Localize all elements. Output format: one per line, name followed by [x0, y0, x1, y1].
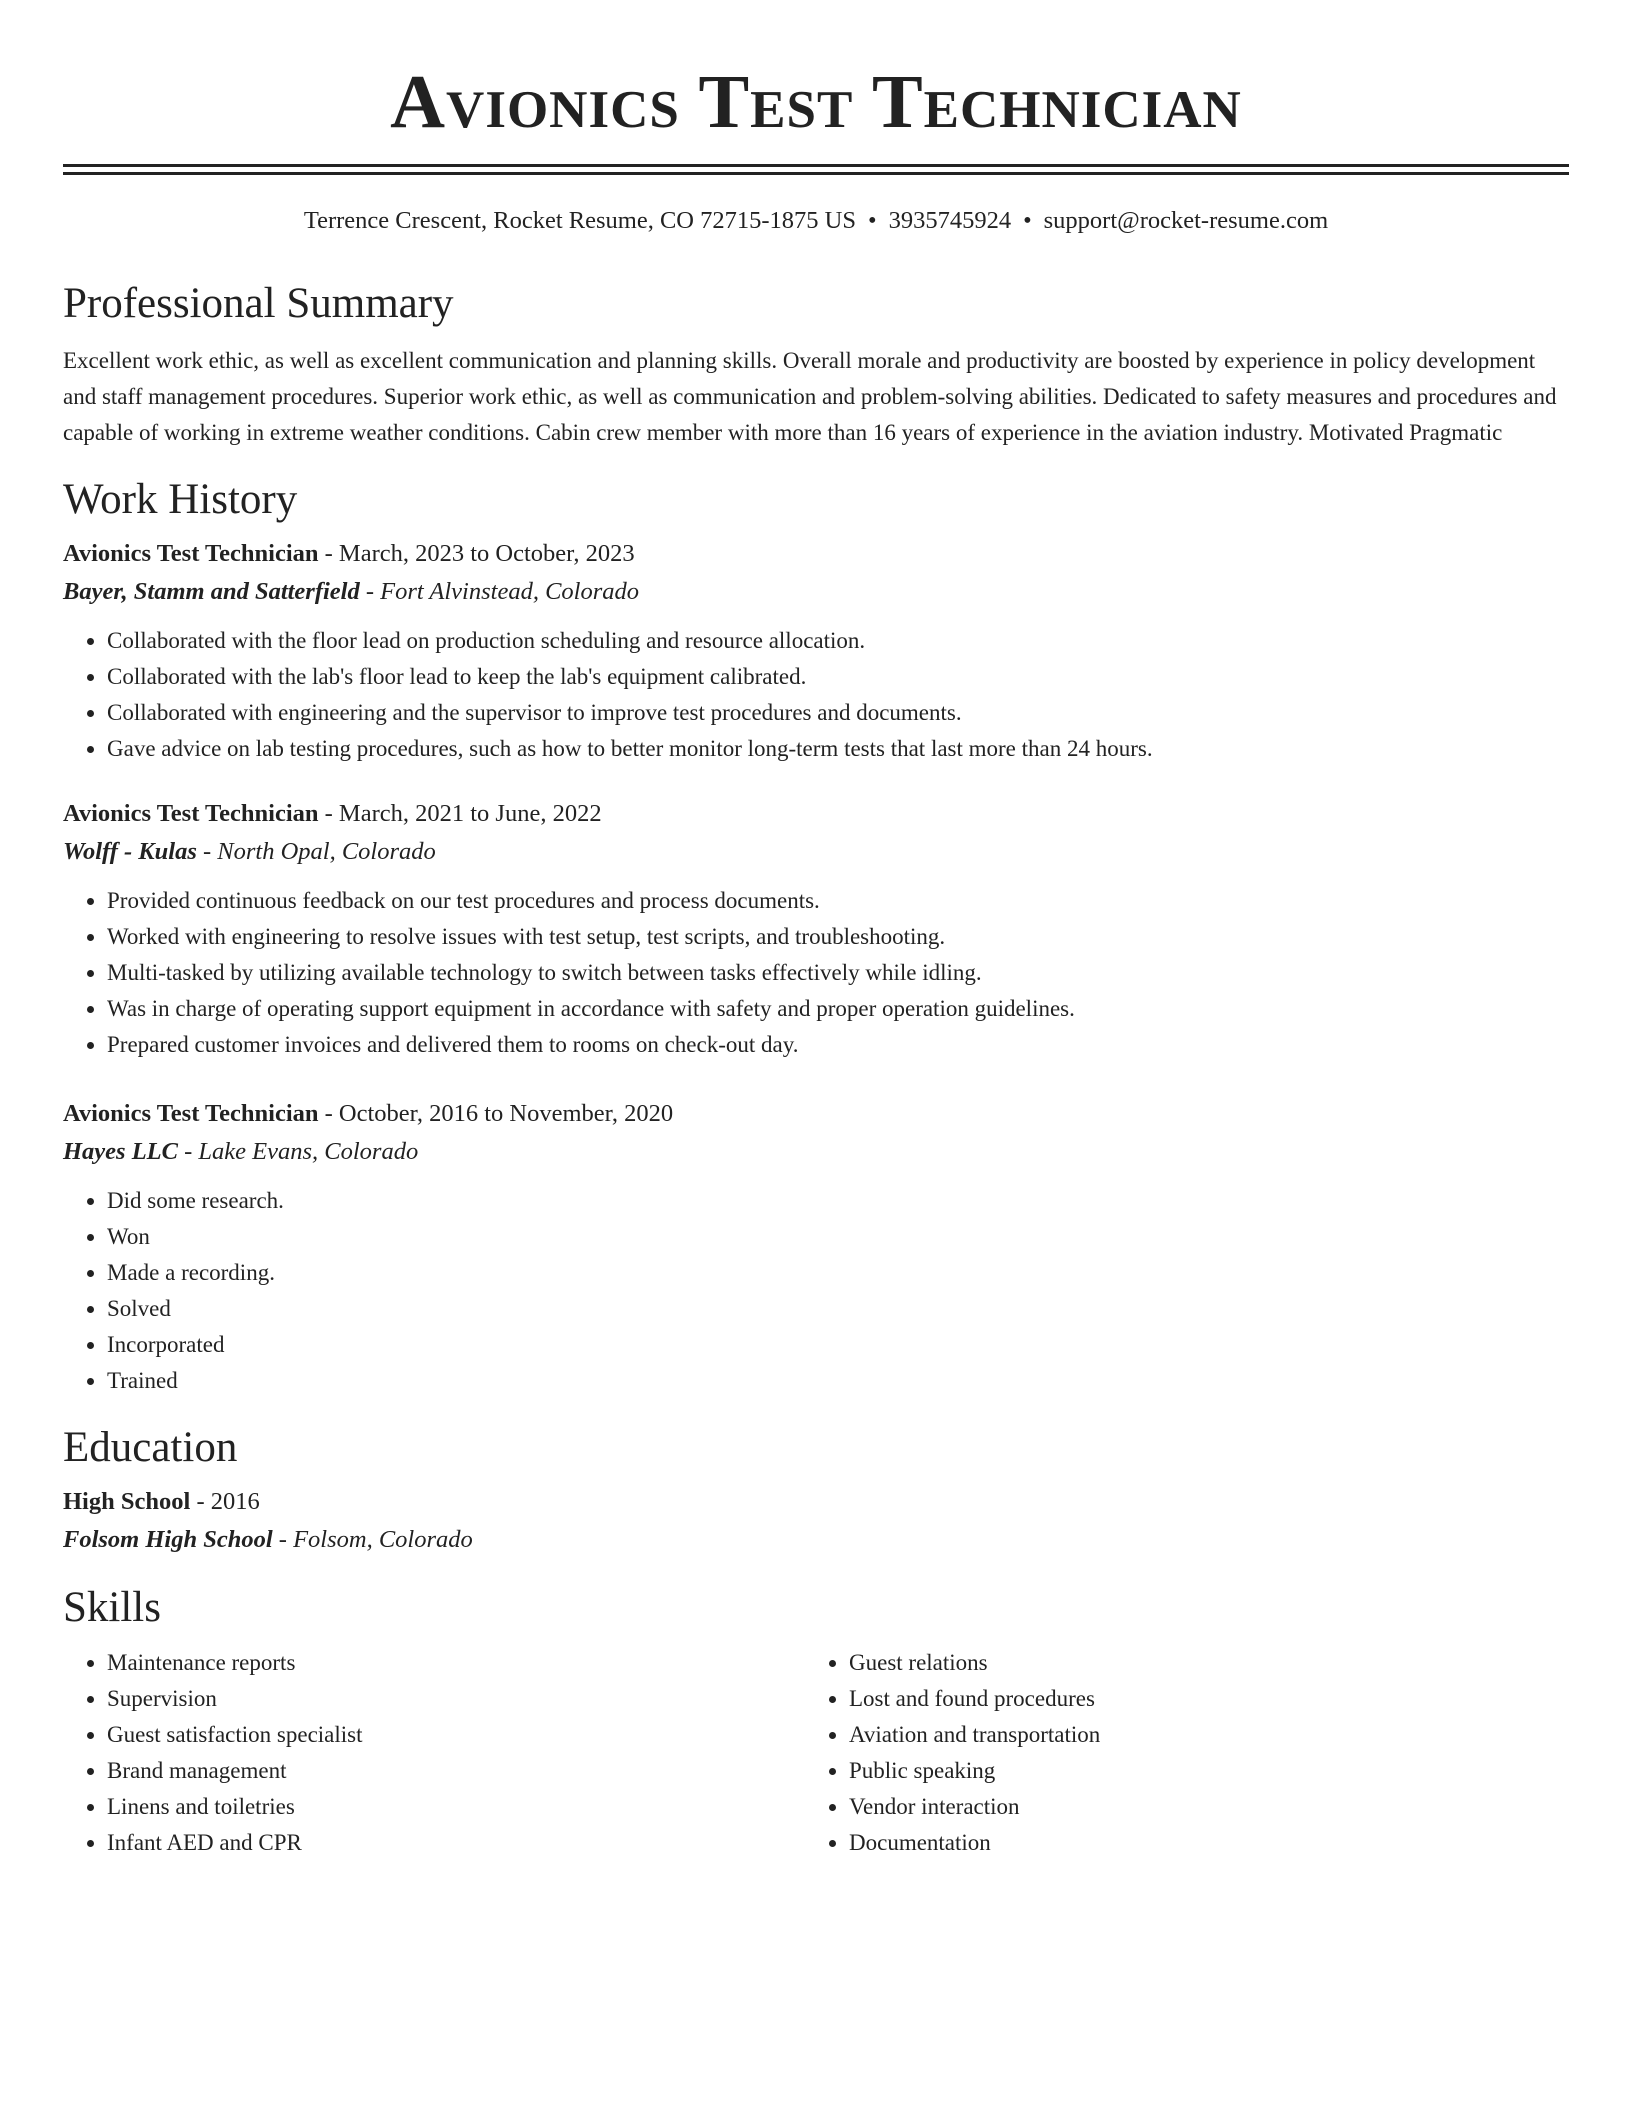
job-location: - Lake Evans, Colorado	[178, 1138, 419, 1165]
job-location: - North Opal, Colorado	[196, 838, 436, 865]
job-company: Wolff - Kulas	[63, 838, 197, 865]
job-dates: - October, 2016 to November, 2020	[318, 1100, 674, 1127]
job-title-line	[63, 535, 1569, 573]
education-year: - 2016	[190, 1488, 260, 1515]
education-degree: High School	[63, 1488, 191, 1515]
list-item: • Trained	[107, 1363, 1569, 1399]
education-school: Folsom High School	[63, 1526, 273, 1553]
job-bullets	[63, 1183, 1569, 1399]
skill-item: • Guest satisfaction specialist	[107, 1717, 805, 1753]
list-item: • Solved	[107, 1291, 1569, 1327]
skill-item: • Supervision	[107, 1681, 805, 1717]
work-history-heading: Work History	[63, 476, 298, 523]
skills-heading: Skills	[63, 1584, 161, 1631]
job-company: Bayer, Stamm and Satterfield	[63, 578, 360, 605]
education-school-line	[63, 1521, 1569, 1559]
summary-text: Excellent work ethic, as well as excellent communication and planning skills. Overall morale and productivity are boosted by experience in policy development and staff management procedures. Superior work ethic, as well as communication and problem-solving abilities. Dedicated to safety measures and procedures and capable of working in extreme weather conditions. Cabin crew member with more than 16 years of experience in the aviation industry. Motivated Pragmatic	[63, 348, 1557, 445]
list-item: • Did some research.	[107, 1183, 1569, 1219]
job-company-line	[63, 1133, 1569, 1171]
job-title: Avionics Test Technician	[63, 540, 319, 567]
education-location: - Folsom, Colorado	[272, 1526, 473, 1553]
header-divider	[63, 164, 1569, 175]
job-title: Avionics Test Technician	[63, 1100, 319, 1127]
job-title-line	[63, 1095, 1569, 1133]
list-item: • Collaborated with the floor lead on production scheduling and resource allocation.	[107, 623, 1569, 659]
education-degree-line	[63, 1483, 1569, 1521]
contact-separator: •	[1023, 207, 1032, 234]
job-title-line	[63, 795, 1569, 833]
job-dates: - March, 2021 to June, 2022	[318, 800, 602, 827]
list-item: • Was in charge of operating support equipment in accordance with safety and proper operation guidelines.	[107, 991, 1569, 1027]
skill-item: • Infant AED and CPR	[107, 1825, 805, 1861]
job-location: - Fort Alvinstead, Colorado	[359, 578, 639, 605]
contact-address: Terrence Crescent, Rocket Resume, CO 72715-1875 US	[303, 207, 856, 234]
list-item: • Made a recording.	[107, 1255, 1569, 1291]
list-item: • Collaborated with engineering and the supervisor to improve test procedures and documents.	[107, 695, 1569, 731]
skill-item: • Linens and toiletries	[107, 1789, 805, 1825]
education-entry	[63, 1483, 1569, 1559]
job-entry	[63, 1095, 1569, 1399]
skill-item: • Public speaking	[849, 1753, 1547, 1789]
skill-item: • Aviation and transportation	[849, 1717, 1547, 1753]
resume-name: Avionics Test Technician	[390, 60, 1242, 144]
job-company: Hayes LLC	[63, 1138, 178, 1165]
skill-item: • Guest relations	[849, 1645, 1547, 1681]
contact-email: support@rocket-resume.com	[1043, 207, 1329, 234]
skill-item: • Documentation	[849, 1825, 1547, 1861]
skills-list-left	[63, 1645, 805, 1861]
job-company-line	[63, 573, 1569, 611]
skill-item: • Maintenance reports	[107, 1645, 805, 1681]
list-item: • Collaborated with the lab's floor lead to keep the lab's equipment calibrated.	[107, 659, 1569, 695]
summary-heading: Professional Summary	[63, 280, 454, 327]
job-dates: - March, 2023 to October, 2023	[318, 540, 635, 567]
skill-item: • Vendor interaction	[849, 1789, 1547, 1825]
list-item: • Worked with engineering to resolve issues with test setup, test scripts, and troubleshooting.	[107, 919, 1569, 955]
job-bullets	[63, 883, 1569, 1063]
list-item: • Provided continuous feedback on our test procedures and process documents.	[107, 883, 1569, 919]
job-entry	[63, 535, 1569, 767]
list-item: • Won	[107, 1219, 1569, 1255]
list-item: • Incorporated	[107, 1327, 1569, 1363]
list-item: • Gave advice on lab testing procedures, such as how to better monitor long-term tests that last more than 24 hours.	[107, 731, 1569, 767]
job-bullets	[63, 623, 1569, 767]
skills-grid	[63, 1645, 1569, 1861]
contact-line	[63, 205, 1569, 237]
contact-phone: 3935745924	[888, 207, 1012, 234]
job-company-line	[63, 833, 1569, 871]
list-item: • Multi-tasked by utilizing available technology to switch between tasks effectively while idling.	[107, 955, 1569, 991]
list-item: • Prepared customer invoices and delivered them to rooms on check-out day.	[107, 1027, 1569, 1063]
job-title: Avionics Test Technician	[63, 800, 319, 827]
skill-item: • Brand management	[107, 1753, 805, 1789]
education-heading: Education	[63, 1424, 238, 1471]
skills-list-right	[805, 1645, 1547, 1861]
contact-separator: •	[867, 207, 877, 234]
job-entry	[63, 795, 1569, 1063]
skill-item: • Lost and found procedures	[849, 1681, 1547, 1717]
